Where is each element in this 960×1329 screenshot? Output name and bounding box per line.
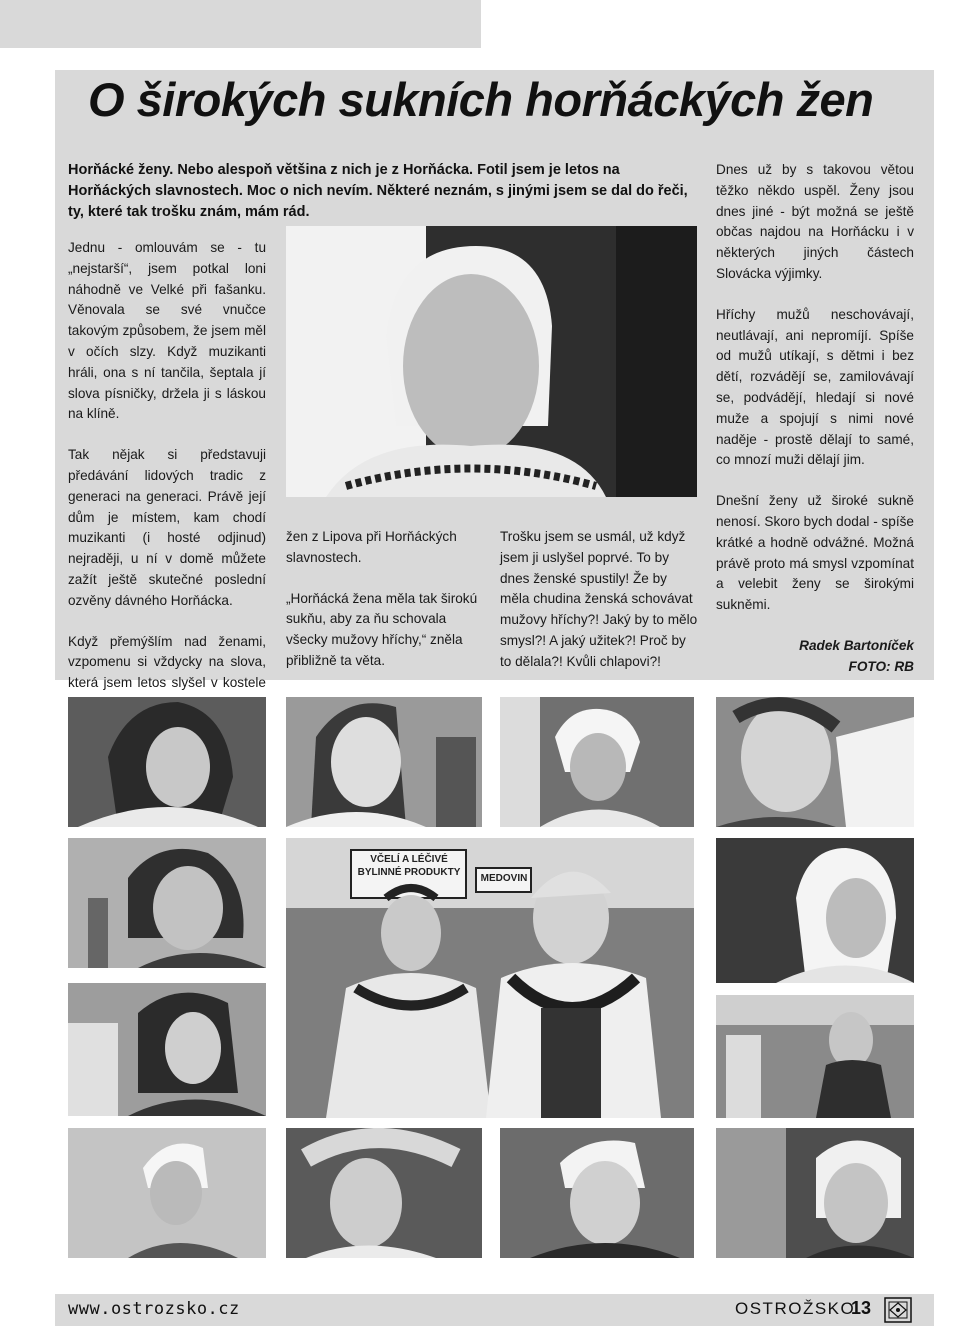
article-column-2 xyxy=(286,527,484,672)
paragraph: „Horňácká žena měla tak širokú sukňu, aby za ňu schovala všecky mužovy hříchy,“ zněla přibližně ta věta. xyxy=(286,590,478,668)
paragraph: Jednu - omlouvám se - tu „nejstarší“, jsem potkal loni náhodně ve Velké při fašanku. Věnovala se své vnučce takovým způsobem, že jsem měl v očích slzy. Když muzikanti hráli, ona s ní tančila, šeptala jí slova písničky, držela ji s láskou na klíně. xyxy=(68,240,266,422)
article-column-3 xyxy=(500,527,698,673)
article-column-4 xyxy=(716,160,914,678)
gallery-photo xyxy=(500,697,694,827)
photo-credit: FOTO: RB xyxy=(848,658,914,674)
gallery-photo xyxy=(68,1128,266,1258)
market-sign: VČELÍ A LÉČIVÉ BYLINNÉ PRODUKTY xyxy=(357,854,461,878)
gallery-photo xyxy=(716,1128,914,1258)
ornament-logo-icon xyxy=(884,1297,912,1323)
header-tab xyxy=(0,0,481,48)
gallery-photo xyxy=(68,838,266,968)
gallery-photo xyxy=(716,697,914,827)
page-number: 13 xyxy=(851,1298,872,1318)
gallery-photo xyxy=(716,838,914,983)
paragraph: žen z Lipova při Horňáckých slavnostech. xyxy=(286,529,457,565)
gallery-photo xyxy=(68,697,266,827)
article-lead: Horňácké ženy. Nebo alespoň většina z nich je z Horňácka. Fotil jsem je letos na Horňáckých slavnostech. Moc o nich nevím. Některé neznám, s jinými jsem se dal do řeči, ty, které tak trošku znám, mám rád. xyxy=(68,162,688,220)
article-column-1 xyxy=(68,238,266,715)
paragraph: Tak nějak si představuji předávání lidových tradic z generaci na generaci. Právě její dům je místem, kam chodí muzikanti (i hosté odjinud) nejraději, u ní v domě můžete zažít ještě skutečné poslední ozvěny dávného Horňácka. xyxy=(68,447,266,608)
paragraph: Hříchy mužů neschovávají, neutlávají, ani nepromíjí. Spíše od mužů utíkají, s dětmi i bez dětí, rozvádějí se, zamilovávají se, podvádějí, hledají si nové muže a spojují s nimi nové naděje - prostě dělají to samé, co mnozí muži dělají jim. xyxy=(716,306,914,468)
paragraph: Trošku jsem se usmál, už když jsem ji uslyšel poprvé. To by dnes ženské spustily! Že by měla chudina ženská schovávat mužovy hříchy?! Jaký by to mělo smysl?! A jaký užitek?! Proč by to dělala?! Kvůli chlapovi?! xyxy=(500,529,698,669)
paragraph: Dnes už by s takovou větou těžko někdo uspěl. Ženy jsou dnes jiné - být možná se ještě občas najdou na Horňácku i v některých jiných částech Slovácka výjimky. xyxy=(716,162,914,281)
author-signature: Radek Bartoníček xyxy=(799,637,914,653)
gallery-photo xyxy=(716,995,914,1118)
market-sign: MEDOVIN xyxy=(480,873,528,884)
paragraph: Když přemýšlím nad ženami, vzpomenu si vždycky na slova, která jsem letos slyšel v kostele xyxy=(68,633,266,691)
gallery-photo xyxy=(286,1128,482,1258)
article-title: O širokých sukních horňáckých žen xyxy=(88,73,874,126)
gallery-photo xyxy=(286,697,482,827)
website-link[interactable]: www.ostrozsko.cz xyxy=(68,1299,240,1319)
gallery-photo xyxy=(68,983,266,1116)
paragraph: Dnešní ženy už široké sukně nenosí. Skoro bych dodal - spíše krátké a hodně odvážné. Možná právě proto má smysl vzpomínat a velebit ženy se širokými sukněmi. xyxy=(716,493,914,613)
gallery-photo-crowd xyxy=(286,838,694,1118)
gallery-photo xyxy=(500,1128,694,1258)
main-portrait-photo xyxy=(286,226,697,497)
magazine-name: OSTROŽSKO xyxy=(735,1299,856,1318)
